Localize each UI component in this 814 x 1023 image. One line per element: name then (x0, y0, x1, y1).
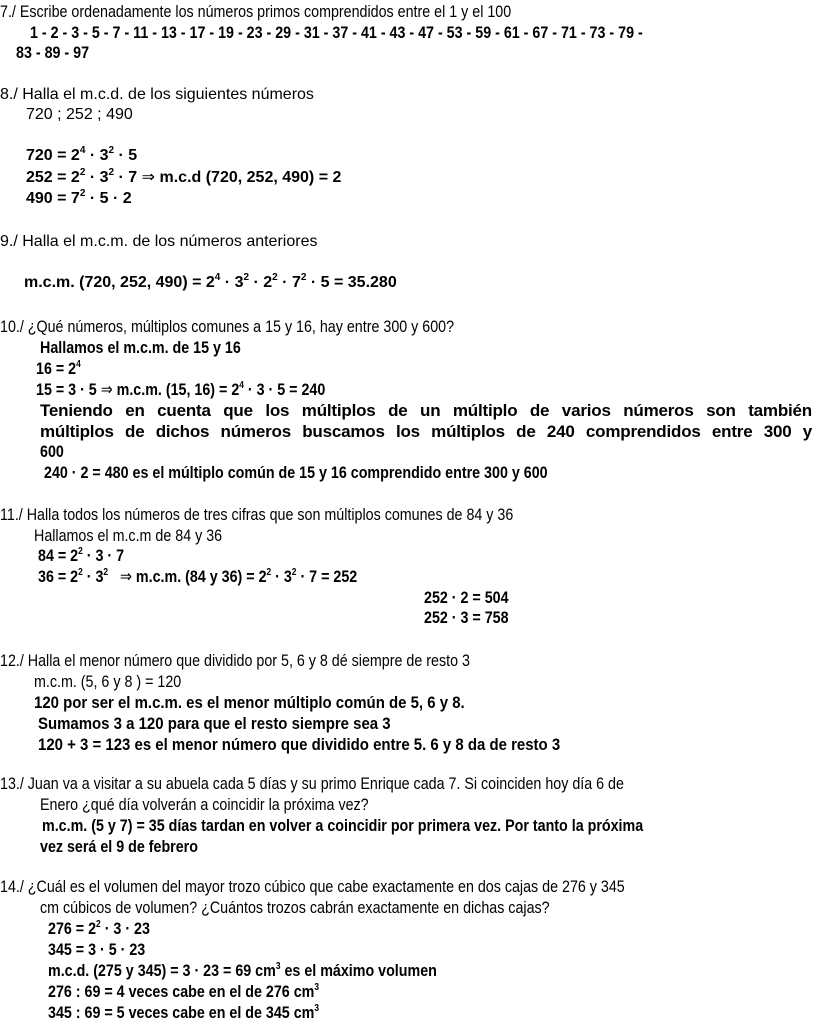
text: · 7 (277, 274, 301, 291)
text: m.c.m. (15, 16) = 2 (112, 380, 240, 399)
exponent: 2 (108, 145, 115, 156)
text: m.c.m. (84 y 36) = 2 (131, 567, 267, 586)
q12-question: 12./ Halla el menor número que dividido por 5, 6 y 8 dé siempre de resto 3 (0, 651, 470, 670)
q12-step1: m.c.m. (5, 6 y 8 ) = 120 (34, 672, 182, 691)
implies-arrow-icon: ⇒ (100, 380, 113, 399)
exponent: 2 (300, 272, 307, 283)
q7-answer-line1: 1 - 2 - 3 - 5 - 7 - 11 - 13 - 17 - 19 - 23 - 29 - 31 - 37 - 41 - 43 - 47 - 53 - 59 - 61 - 67 - 71 - 73 - 79 - (30, 23, 643, 42)
q11-step1: Hallamos el m.c.m de 84 y 36 (34, 526, 223, 545)
exponent: 4 (239, 380, 244, 391)
text: 84 = 2 (38, 546, 79, 565)
q8-numbers: 720 ; 252 ; 490 (26, 106, 133, 123)
q14-mcd (48, 962, 437, 979)
q13-question-line2: Enero ¿qué día volverán a coincidir la próxima vez? (40, 795, 369, 814)
exponent: 2 (78, 546, 83, 557)
q12-step3: Sumamos 3 a 120 para que el resto siempre sea 3 (38, 714, 391, 733)
text: · 3 (271, 567, 292, 586)
q8-factorization-490 (26, 188, 132, 207)
text: 252 = 2 (26, 169, 80, 186)
text: · 2 (249, 274, 273, 291)
q8-factorization-252 (26, 167, 342, 186)
q12-step4: 120 + 3 = 123 es el menor número que dividido entre 5. 6 y 8 da de resto 3 (38, 735, 561, 754)
exponent: 2 (79, 188, 86, 199)
implies-arrow-icon: ⇒ (141, 169, 156, 186)
mcd-result: m.c.d (720, 252, 490) = 2 (155, 169, 342, 186)
exponent: 3 (314, 1003, 320, 1014)
text: 720 = 2 (26, 147, 80, 164)
text: m.c.m. (720, 252, 490) = 2 (24, 274, 215, 291)
exponent: 4 (214, 272, 221, 283)
text: 345 : 69 = 5 veces cabe en el de 345 cm (48, 1003, 315, 1022)
q11-question: 11./ Halla todos los números de tres cifras que son múltiplos comunes de 84 y 36 (0, 505, 514, 524)
exponent: 2 (266, 567, 272, 578)
exponent: 4 (79, 145, 86, 156)
q14-factorization-345: 345 = 3 · 5 · 23 (48, 940, 146, 959)
q14-factorization-276 (48, 920, 150, 937)
q11-multiple-758: 252 · 3 = 758 (424, 608, 509, 627)
q8-question: 8./ Halla el m.c.d. de los siguientes números (0, 86, 314, 103)
q8-factorization-720 (26, 145, 138, 164)
text: es el máximo volumen (280, 961, 437, 980)
q10-conclusion: 240 · 2 = 480 es el múltiplo común de 15 y 16 comprendido entre 300 y 600 (44, 463, 548, 482)
q10-explanation-line3: 600 (40, 442, 64, 461)
implies-arrow-icon: ⇒ (119, 567, 132, 586)
text: 16 = 2 (36, 359, 77, 378)
q10-explanation-line2 (40, 423, 812, 440)
text: · 3 · 23 (100, 919, 150, 938)
exponent: 2 (96, 919, 101, 930)
q7-question: 7./ Escribe ordenadamente los números primos comprendidos entre el 1 y el 100 (0, 2, 512, 21)
q14-result-276 (48, 983, 319, 1000)
text: · 7 (114, 169, 142, 186)
text: · 3 · 5 = 240 (243, 380, 326, 399)
text: 490 = 7 (26, 190, 80, 207)
q10-step1: Hallamos el m.c.m. de 15 y 16 (40, 338, 241, 357)
exponent: 3 (314, 982, 320, 993)
exponent: 2 (78, 567, 83, 578)
q13-answer-line2: vez será el 9 de febrero (40, 837, 198, 856)
text: · 3 (82, 567, 104, 586)
q11-factorization-84 (38, 547, 124, 564)
q10-factorization-16 (36, 360, 81, 377)
q10-question: 10./ ¿Qué números, múltiplos comunes a 15 y 16, hay entre 300 y 600? (0, 317, 455, 336)
text: 36 = 2 (38, 567, 79, 586)
text: · 7 = 252 (296, 567, 358, 586)
text: · 5 = 35.280 (306, 274, 397, 291)
q9-answer (24, 272, 397, 291)
text: · 5 (114, 147, 138, 164)
q9-question: 9./ Halla el m.c.m. de los números anteriores (0, 233, 318, 250)
q10-factorization-15 (36, 381, 325, 398)
text: 276 : 69 = 4 veces cabe en el de 276 cm (48, 982, 315, 1001)
exponent: 2 (291, 567, 297, 578)
text: · 3 (85, 147, 109, 164)
q11-factorization-36 (38, 568, 357, 585)
q11-multiple-504: 252 · 2 = 504 (424, 588, 509, 607)
text: Teniendo en cuenta que los múltiplos de un múltiplo de varios números son también (40, 401, 812, 420)
exponent: 2 (272, 272, 278, 283)
text: · 5 · 2 (85, 190, 132, 207)
q14-question-line2: cm cúbicos de volumen? ¿Cuántos trozos cabrán exactamente en dichas cajas? (40, 898, 550, 917)
q14-result-345 (48, 1004, 319, 1021)
q7-answer-line2: 83 - 89 - 97 (16, 43, 90, 62)
exponent: 3 (275, 961, 281, 972)
q14-question-line1: 14./ ¿Cuál es el volumen del mayor trozo cúbico que cabe exactamente en dos cajas de 276 y 345 (0, 877, 625, 896)
q13-answer-line1: m.c.m. (5 y 7) = 35 días tardan en volver a coincidir por primera vez. Por tanto la próxima (42, 816, 644, 835)
text: · 3 (85, 169, 109, 186)
exponent: 2 (103, 567, 109, 578)
exponent: 2 (243, 272, 250, 283)
text: 276 = 2 (48, 919, 97, 938)
exponent: 2 (79, 167, 86, 178)
q10-explanation-line1 (40, 402, 812, 419)
text: m.c.d. (275 y 345) = 3 · 23 = 69 cm (48, 961, 276, 980)
q13-question-line1: 13./ Juan va a visitar a su abuela cada 5 días y su primo Enrique cada 7. Si coinciden hoy día 6 de (0, 774, 624, 793)
text: 15 = 3 · 5 (36, 380, 101, 399)
exponent: 4 (76, 359, 81, 370)
text: múltiplos de dichos números buscamos los múltiplos de 240 comprendidos entre 300 y (40, 422, 812, 441)
text: · 3 (220, 274, 244, 291)
q12-step2: 120 por ser el m.c.m. es el menor múltiplo común de 5, 6 y 8. (34, 693, 465, 712)
text: · 3 · 7 (82, 546, 125, 565)
exponent: 2 (108, 167, 115, 178)
